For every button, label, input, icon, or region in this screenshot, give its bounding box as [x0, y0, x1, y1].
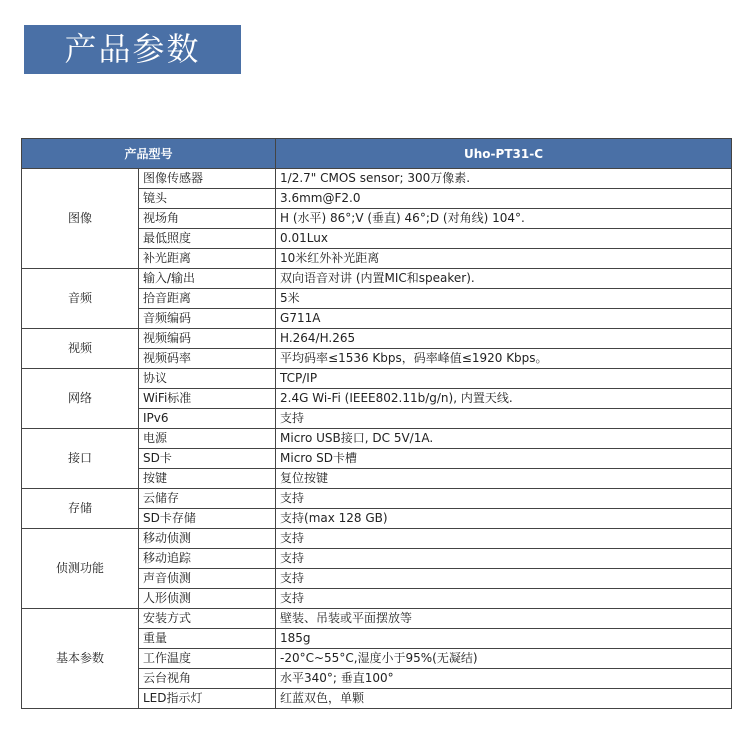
table-row	[22, 269, 732, 289]
spec-table-body	[22, 169, 732, 709]
value-cell: Micro SD卡槽	[276, 449, 732, 469]
item-cell: SD卡	[139, 449, 276, 469]
item-cell: 最低照度	[139, 229, 276, 249]
value-cell: G711A	[276, 309, 732, 329]
model-value: Uho-PT31-C	[276, 139, 732, 169]
category-cell: 接口	[22, 429, 139, 489]
value-cell: 10米红外补光距离	[276, 249, 732, 269]
item-cell: 移动追踪	[139, 549, 276, 569]
value-cell: 185g	[276, 629, 732, 649]
value-cell: 支持	[276, 409, 732, 429]
item-cell: 移动侦测	[139, 529, 276, 549]
value-cell: 红蓝双色，单颗	[276, 689, 732, 709]
category-cell: 基本参数	[22, 609, 139, 709]
table-row	[22, 169, 732, 189]
item-cell: 电源	[139, 429, 276, 449]
item-cell: WiFi标准	[139, 389, 276, 409]
item-cell: 云台视角	[139, 669, 276, 689]
value-cell: 支持(max 128 GB)	[276, 509, 732, 529]
item-cell: 云储存	[139, 489, 276, 509]
value-cell: H.264/H.265	[276, 329, 732, 349]
value-cell: 3.6mm@F2.0	[276, 189, 732, 209]
item-cell: 安装方式	[139, 609, 276, 629]
value-cell: 支持	[276, 569, 732, 589]
value-cell: 支持	[276, 589, 732, 609]
item-cell: 视频码率	[139, 349, 276, 369]
table-row	[22, 369, 732, 389]
value-cell: 平均码率≤1536 Kbps，码率峰值≤1920 Kbps。	[276, 349, 732, 369]
value-cell: 支持	[276, 489, 732, 509]
value-cell: 支持	[276, 549, 732, 569]
item-cell: 视场角	[139, 209, 276, 229]
category-cell: 音频	[22, 269, 139, 329]
item-cell: SD卡存储	[139, 509, 276, 529]
category-cell: 视频	[22, 329, 139, 369]
item-cell: 按键	[139, 469, 276, 489]
value-cell: 复位按键	[276, 469, 732, 489]
value-cell: 1/2.7" CMOS sensor; 300万像素.	[276, 169, 732, 189]
table-row	[22, 329, 732, 349]
item-cell: 视频编码	[139, 329, 276, 349]
item-cell: 图像传感器	[139, 169, 276, 189]
table-row	[22, 529, 732, 549]
category-cell: 图像	[22, 169, 139, 269]
value-cell: 2.4G Wi-Fi (IEEE802.11b/g/n), 内置天线.	[276, 389, 732, 409]
item-cell: 声音侦测	[139, 569, 276, 589]
value-cell: H (水平) 86°;V (垂直) 46°;D (对角线) 104°.	[276, 209, 732, 229]
value-cell: TCP/IP	[276, 369, 732, 389]
item-cell: 重量	[139, 629, 276, 649]
category-cell: 侦测功能	[22, 529, 139, 609]
item-cell: LED指示灯	[139, 689, 276, 709]
item-cell: 输入/输出	[139, 269, 276, 289]
category-cell: 存储	[22, 489, 139, 529]
item-cell: 协议	[139, 369, 276, 389]
value-cell: Micro USB接口, DC 5V/1A.	[276, 429, 732, 449]
value-cell: 壁装、吊装或平面摆放等	[276, 609, 732, 629]
value-cell: 0.01Lux	[276, 229, 732, 249]
item-cell: 音频编码	[139, 309, 276, 329]
table-row	[22, 489, 732, 509]
item-cell: 拾音距离	[139, 289, 276, 309]
table-header-row	[22, 139, 732, 169]
item-cell: IPv6	[139, 409, 276, 429]
item-cell: 镜头	[139, 189, 276, 209]
value-cell: -20°C~55°C,湿度小于95%(无凝结)	[276, 649, 732, 669]
value-cell: 水平340°; 垂直100°	[276, 669, 732, 689]
table-row	[22, 609, 732, 629]
item-cell: 工作温度	[139, 649, 276, 669]
spec-table	[21, 138, 732, 709]
category-cell: 网络	[22, 369, 139, 429]
value-cell: 双向语音对讲 (内置MIC和speaker).	[276, 269, 732, 289]
model-label: 产品型号	[22, 139, 276, 169]
item-cell: 人形侦测	[139, 589, 276, 609]
value-cell: 支持	[276, 529, 732, 549]
page-title: 产品参数	[24, 25, 241, 74]
item-cell: 补光距离	[139, 249, 276, 269]
value-cell: 5米	[276, 289, 732, 309]
table-row	[22, 429, 732, 449]
